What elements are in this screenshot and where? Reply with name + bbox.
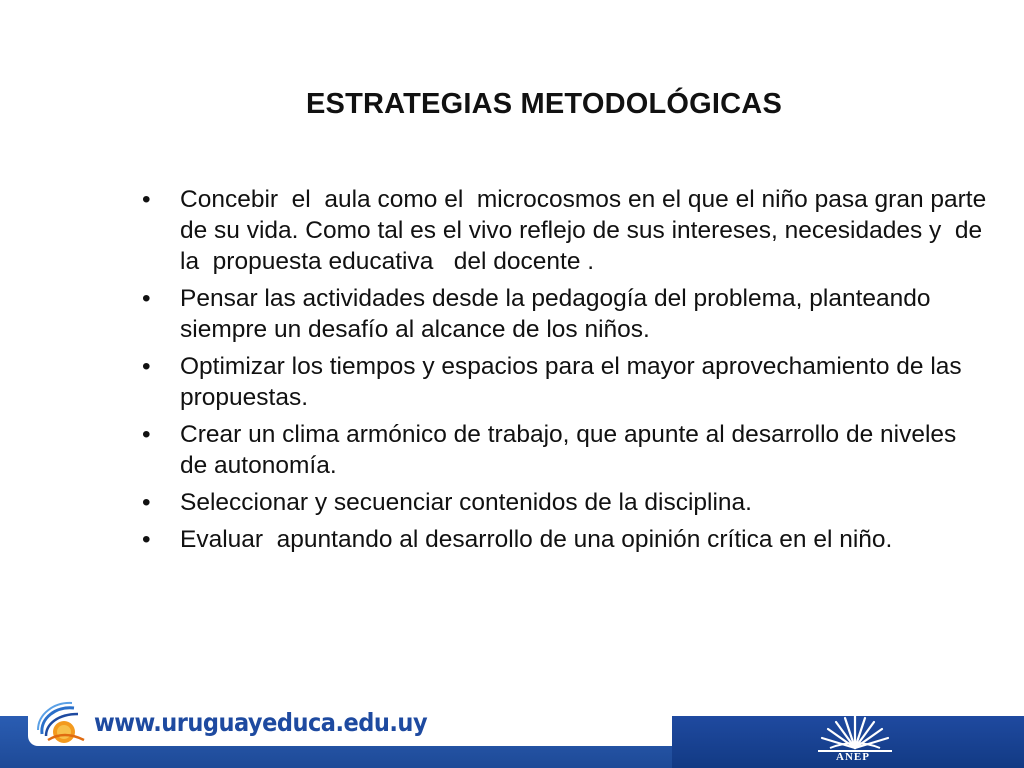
bullet-icon: •: [142, 526, 151, 553]
anep-emblem-icon: [812, 712, 898, 754]
bullet-item: [140, 283, 990, 345]
slide-title: ESTRATEGIAS METODOLÓGICAS: [305, 88, 782, 120]
bullet-item: [140, 351, 990, 413]
bullet-item: [140, 184, 994, 277]
bullet-item: [140, 487, 990, 518]
bullet-text: Crear un clima armónico de trabajo, que apunte al desarrollo de niveles de autonomía.: [180, 421, 964, 479]
bullet-text: Evaluar apuntando al desarrollo de una opinión crítica en el niño.: [180, 526, 893, 553]
bullet-icon: •: [142, 421, 151, 448]
bullet-icon: •: [142, 489, 151, 516]
site-url: www.uruguayeduca.edu.uy: [94, 708, 428, 737]
bullet-icon: •: [142, 186, 151, 213]
bullet-item: [140, 524, 990, 555]
bullet-text: Concebir el aula como el microcosmos en el que el niño pasa gran parte de su vida. Como tal es el vivo reflejo de sus intereses, necesidades y de la propuesta educativa del docente .: [180, 186, 994, 275]
bullet-icon: •: [142, 353, 151, 380]
bullet-list: [140, 184, 994, 561]
anep-label: ANEP: [836, 751, 870, 763]
bullet-text: Pensar las actividades desde la pedagogía del problema, planteando siempre un desafío al alcance de los niños.: [180, 285, 938, 343]
bullet-text: Optimizar los tiempos y espacios para el mayor aprovechamiento de las propuestas.: [180, 353, 969, 411]
footer-banner: [0, 700, 1024, 768]
bullet-item: [140, 419, 990, 481]
bullet-icon: •: [142, 285, 151, 312]
bullet-text: Seleccionar y secuenciar contenidos de la disciplina.: [180, 489, 752, 516]
sun-logo-icon: [34, 700, 92, 746]
